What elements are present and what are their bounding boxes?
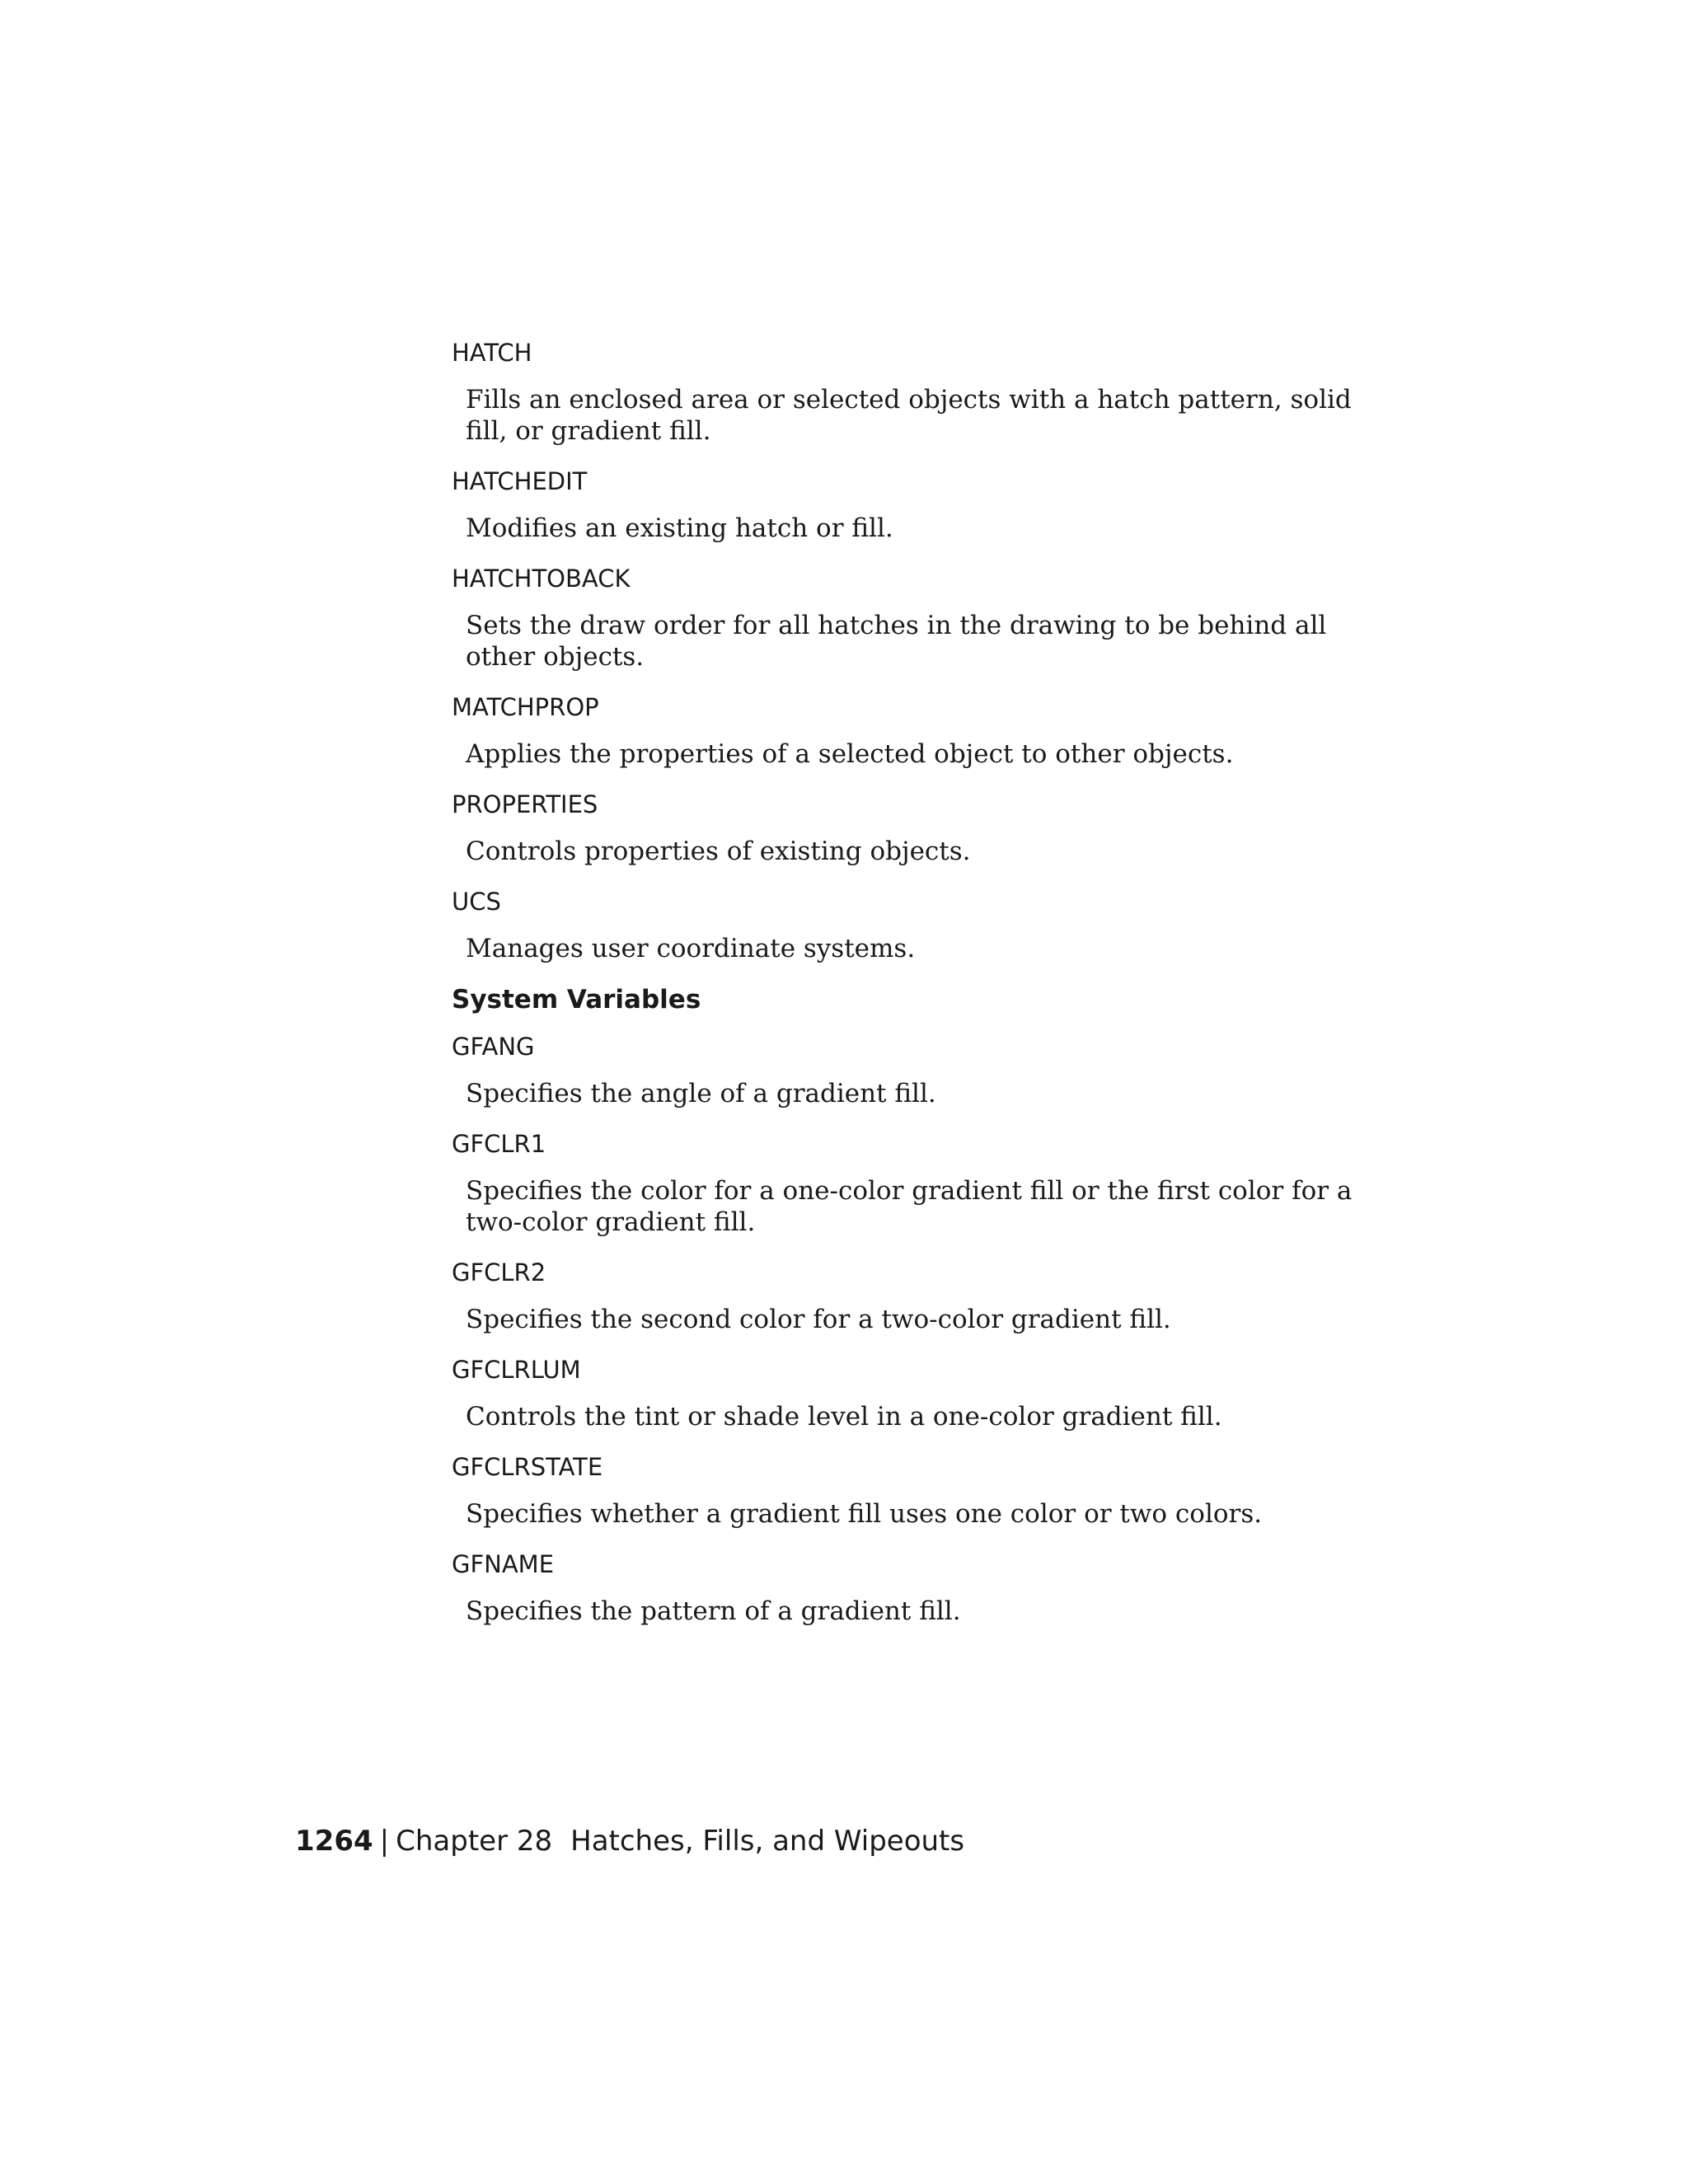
page-footer (295, 1823, 964, 1859)
sysvar-desc-gfclr1: Specifies the color for a one-color gradient fill or the first color for a two-color gradient fill. (466, 1176, 1353, 1237)
command-term-hatch: HATCH (452, 339, 532, 367)
system-variables-heading: System Variables (452, 985, 701, 1015)
sysvar-desc-gfclrstate: Specifies whether a gradient fill uses one color or two colors. (466, 1499, 1263, 1529)
sysvar-desc-gfclrlum: Controls the tint or shade level in a one-color gradient fill. (466, 1402, 1222, 1432)
command-desc-hatch: Fills an enclosed area or selected objects with a hatch pattern, solid fill, or gradient fill. (466, 385, 1352, 446)
page-content (452, 338, 1358, 1647)
sysvar-term-gfclr2: GFCLR2 (452, 1258, 546, 1286)
command-desc-ucs: Manages user coordinate systems. (466, 934, 916, 963)
sysvar-term-gfname: GFNAME (452, 1550, 555, 1578)
sysvar-desc-gfname: Specifies the pattern of a gradient fill. (466, 1596, 961, 1626)
sysvar-term-gfclrlum: GFCLRLUM (452, 1356, 581, 1384)
sysvar-term-gfclr1: GFCLR1 (452, 1130, 546, 1158)
sysvar-term-gfclrstate: GFCLRSTATE (452, 1453, 603, 1481)
command-desc-matchprop: Applies the properties of a selected object to other objects. (466, 739, 1234, 769)
command-desc-hatchedit: Modifies an existing hatch or fill. (466, 513, 893, 543)
sysvar-desc-gfang: Specifies the angle of a gradient fill. (466, 1079, 936, 1108)
page-number: 1264 (295, 1825, 373, 1858)
command-term-ucs: UCS (452, 888, 501, 916)
footer-separator: | (379, 1825, 390, 1858)
command-term-hatchtoback: HATCHTOBACK (452, 565, 631, 593)
command-term-matchprop: MATCHPROP (452, 693, 599, 721)
command-term-properties: PROPERTIES (452, 790, 598, 818)
chapter-title: Hatches, Fills, and Wipeouts (570, 1825, 965, 1858)
command-desc-properties: Controls properties of existing objects. (466, 837, 971, 866)
sysvar-desc-gfclr2: Specifies the second color for a two-color gradient fill. (466, 1305, 1171, 1334)
command-term-hatchedit: HATCHEDIT (452, 467, 588, 495)
command-desc-hatchtoback: Sets the draw order for all hatches in the drawing to be behind all other objects. (466, 611, 1327, 672)
sysvar-term-gfang: GFANG (452, 1033, 535, 1061)
chapter-label: Chapter 28 (396, 1825, 553, 1858)
